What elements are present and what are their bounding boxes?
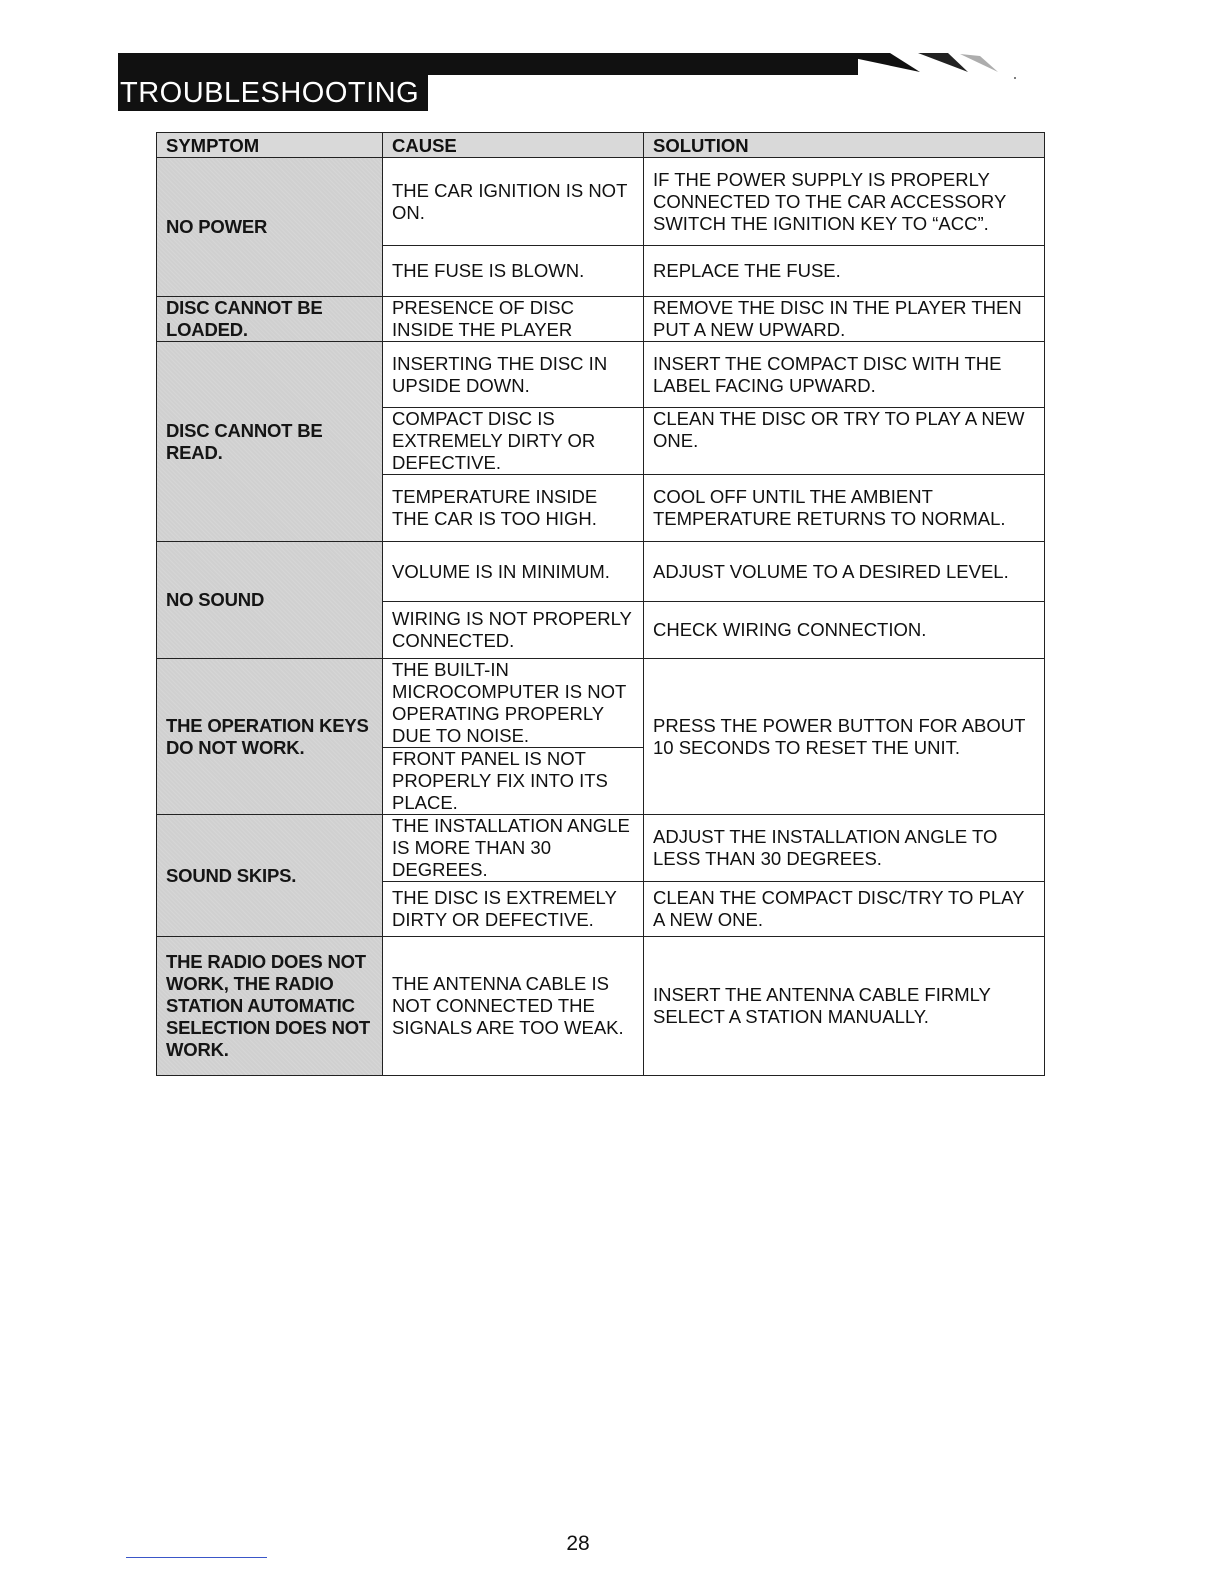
solution-cell: PRESS THE POWER BUTTON FOR ABOUT 10 SECONDS TO RESET THE UNIT.	[644, 659, 1045, 815]
solution-cell: CLEAN THE DISC OR TRY TO PLAY A NEW ONE.	[644, 408, 1045, 475]
cause-cell: TEMPERATURE INSIDE THE CAR IS TOO HIGH.	[383, 475, 644, 542]
table-header-row	[157, 133, 1045, 158]
cause-cell: THE BUILT-IN MICROCOMPUTER IS NOT OPERATING PROPERLY DUE TO NOISE.	[383, 659, 644, 748]
symptom-cell: DISC CANNOT BE READ.	[157, 342, 383, 542]
header-arrow-decoration	[830, 50, 1020, 90]
symptom-cell: SOUND SKIPS.	[157, 815, 383, 937]
table-row	[157, 815, 1045, 882]
cause-cell: INSERTING THE DISC IN UPSIDE DOWN.	[383, 342, 644, 408]
cause-cell: FRONT PANEL IS NOT PROPERLY FIX INTO ITS PLACE.	[383, 748, 644, 815]
symptom-cell: NO POWER	[157, 158, 383, 297]
table-row	[157, 659, 1045, 748]
page-number: 28	[566, 1532, 590, 1555]
cause-cell: THE FUSE IS BLOWN.	[383, 246, 644, 297]
solution-cell: CHECK WIRING CONNECTION.	[644, 602, 1045, 659]
solution-cell: IF THE POWER SUPPLY IS PROPERLY CONNECTED TO THE CAR ACCESSORY SWITCH THE IGNITION KEY TO “ACC”.	[644, 158, 1045, 246]
symptom-cell: NO SOUND	[157, 542, 383, 659]
cause-cell: COMPACT DISC IS EXTREMELY DIRTY OR DEFECTIVE.	[383, 408, 644, 475]
cause-cell: VOLUME IS IN MINIMUM.	[383, 542, 644, 602]
cause-cell: THE ANTENNA CABLE IS NOT CONNECTED THE SIGNALS ARE TOO WEAK.	[383, 937, 644, 1076]
column-header-cause: CAUSE	[383, 133, 644, 158]
table-row	[157, 297, 1045, 342]
solution-cell: ADJUST THE INSTALLATION ANGLE TO LESS THAN 30 DEGREES.	[644, 815, 1045, 882]
cause-cell: PRESENCE OF DISC INSIDE THE PLAYER	[383, 297, 644, 342]
symptom-cell: THE OPERATION KEYS DO NOT WORK.	[157, 659, 383, 815]
troubleshooting-table	[156, 132, 1045, 1076]
solution-cell: REPLACE THE FUSE.	[644, 246, 1045, 297]
solution-cell: ADJUST VOLUME TO A DESIRED LEVEL.	[644, 542, 1045, 602]
column-header-solution: SOLUTION	[644, 133, 1045, 158]
solution-cell: REMOVE THE DISC IN THE PLAYER THEN PUT A NEW UPWARD.	[644, 297, 1045, 342]
solution-cell: INSERT THE ANTENNA CABLE FIRMLY SELECT A STATION MANUALLY.	[644, 937, 1045, 1076]
solution-cell: INSERT THE COMPACT DISC WITH THE LABEL FACING UPWARD.	[644, 342, 1045, 408]
cause-cell: THE CAR IGNITION IS NOT ON.	[383, 158, 644, 246]
symptom-cell: DISC CANNOT BE LOADED.	[157, 297, 383, 342]
table-row	[157, 342, 1045, 408]
table-row	[157, 937, 1045, 1076]
header-band	[118, 53, 858, 75]
cause-cell: WIRING IS NOT PROPERLY CONNECTED.	[383, 602, 644, 659]
table-row	[157, 158, 1045, 246]
cause-cell: THE INSTALLATION ANGLE IS MORE THAN 30 DEGREES.	[383, 815, 644, 882]
page-title: TROUBLESHOOTING	[118, 75, 428, 111]
symptom-cell: THE RADIO DOES NOT WORK, THE RADIO STATION AUTOMATIC SELECTION DOES NOT WORK.	[157, 937, 383, 1076]
solution-cell: CLEAN THE COMPACT DISC/TRY TO PLAY A NEW ONE.	[644, 882, 1045, 937]
solution-cell: COOL OFF UNTIL THE AMBIENT TEMPERATURE RETURNS TO NORMAL.	[644, 475, 1045, 542]
table-row	[157, 542, 1045, 602]
footer-link-line	[126, 1557, 267, 1558]
column-header-symptom: SYMPTOM	[157, 133, 383, 158]
cause-cell: THE DISC IS EXTREMELY DIRTY OR DEFECTIVE.	[383, 882, 644, 937]
